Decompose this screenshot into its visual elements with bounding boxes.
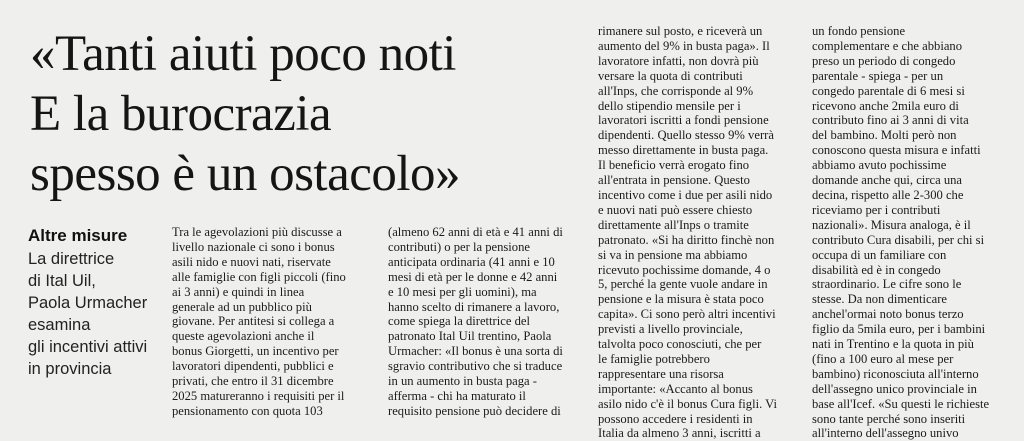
body-text-line: queste agevolazioni anche il <box>172 329 315 344</box>
body-text-line: lavoratori dipendenti, pubblici e <box>172 359 334 374</box>
body-text-line: contributo Cura disabili, per chi si <box>812 232 985 247</box>
article-column-1 <box>172 225 372 419</box>
body-text-line: come spiega la direttrice del <box>388 314 530 329</box>
body-text-line: (almeno 62 anni di età e 41 anni di <box>388 225 563 239</box>
body-text-line: domande anche qui, circa una <box>812 173 963 188</box>
body-text-line: all'Inps, che corrisponde al 9% <box>598 83 754 98</box>
body-text-line: contributi) o per la pensione <box>388 239 530 254</box>
body-text-line: patronato Ital Uil trentino, Paola <box>388 329 552 344</box>
sidebar-summary-line: La direttrice <box>28 250 115 268</box>
headline <box>30 24 590 204</box>
body-text-line: 2025 matureranno i requisiti per il <box>172 388 345 403</box>
body-text-line: bambino) riconosciuta all'interno <box>812 366 979 381</box>
body-text-line: previsti a livello provinciale, <box>598 322 743 337</box>
body-text-line: livello nazionale ci sono i bonus <box>172 239 335 254</box>
body-text-line: (fino a 100 euro al mese per <box>812 351 954 366</box>
body-text-line: all'entrata in pensione. Questo <box>598 173 750 188</box>
sidebar-summary-line: in provincia <box>28 360 112 378</box>
body-text-line: versare la quota di contributi <box>598 68 743 83</box>
body-text-line: importante: «Accanto al bonus <box>598 381 753 396</box>
body-text-line: parentale - spiega - per un <box>812 68 944 83</box>
body-text-line: riceviamo per i contributi <box>812 202 941 217</box>
sidebar-summary-line: di Ital Uil, <box>28 272 96 290</box>
body-text-line: nazionali». Misura analoga, è il <box>812 217 971 232</box>
headline-line: spesso è un ostacolo» <box>30 146 461 202</box>
sidebar-summary-line: Paola Urmacher <box>28 294 148 312</box>
article-sidebar <box>28 226 168 380</box>
body-text-line: ricevono anche 2mila euro di <box>812 98 959 113</box>
body-text-line: giovane. Per antitesi si collega a <box>172 314 335 329</box>
body-text-line: capita». Ci sono però altri incentivi <box>598 307 776 322</box>
body-text-line: asilo nido c'è il bonus Cura figli. Vi <box>598 396 777 411</box>
body-text-line: messo direttamente in busta paga. <box>598 143 769 158</box>
body-text-line: patronato. «Si ha diritto finchè non <box>598 232 775 247</box>
body-text-line: lavoratori iscritti a fondi pensione <box>598 113 769 128</box>
body-text-line: abbiamo avuto pochissime <box>812 158 947 173</box>
body-text-line: possono accedere i residenti in <box>598 411 753 426</box>
body-text-line: anticipata ordinaria (41 anni e 10 <box>388 254 555 269</box>
body-text-line: occupa di un familiare con <box>812 247 947 262</box>
body-text-line: figlio da 5mila euro, per i bambini <box>812 322 986 337</box>
body-text-line: aumento del 9% in busta paga». Il <box>598 38 770 53</box>
body-text-line: afferma - chi ha maturato il <box>388 388 526 403</box>
body-text-line: ai 3 anni) e quindi in linea <box>172 284 305 299</box>
body-text-line: preso un periodo di congedo <box>812 53 956 68</box>
body-text-line: contributo fino ai 3 anni di vita <box>812 113 969 128</box>
body-text-line: direttamente all'Inps o tramite <box>598 217 749 232</box>
body-text-line: straordinario. Le cifre sono le <box>812 277 962 292</box>
body-text-line: mesi di età per le donne e 42 anni <box>388 269 558 284</box>
body-text-line: sono tante perché sono inseriti <box>812 411 966 426</box>
body-text-line: dipendenti. Quello stesso 9% verrà <box>598 128 774 143</box>
body-text-line: si va in pensione ma abbiamo <box>598 247 748 262</box>
body-text-line: alle famiglie con figli piccoli (fino <box>172 269 346 284</box>
body-text-line: asili nido e nuovi nati, riservate <box>172 254 331 269</box>
body-text-line: rappresentare una risorsa <box>598 366 724 381</box>
body-text-line: base all'Icef. «Su questi le richieste <box>812 396 990 411</box>
body-text-line: lavoratore infatti, non dovrà più <box>598 53 759 68</box>
body-text-line: congedo parentale di 6 mesi si <box>812 83 965 98</box>
body-text-line: e nuovi nati può essere chiesto <box>598 202 753 217</box>
body-text-line: 5, perché la gente vuole andare in <box>598 277 768 292</box>
body-text-line: generale ad un pubblico più <box>172 299 312 314</box>
body-text-line: nati in Trentino e la quota in più <box>812 337 974 352</box>
article-column-2 <box>388 225 593 419</box>
sidebar-summary-line: gli incentivi attivi <box>28 338 148 356</box>
body-text-line: conoscono questa misura e infatti <box>812 143 981 158</box>
body-text-line: pensione e la misura è stata poco <box>598 292 764 307</box>
body-text-line: bonus Giorgetti, un incentivo per <box>172 344 339 359</box>
body-text-line: anchel'ormai noto bonus terzo <box>812 307 964 322</box>
body-text-line: stesse. Da non dimenticare <box>812 292 947 307</box>
body-text-line: talvolta poco conosciuti, che per <box>598 337 762 352</box>
body-text-line: pensionamento con quota 103 <box>172 403 323 418</box>
body-text-line: Il beneficio verrà erogato fino <box>598 158 750 173</box>
body-text-line: disabilità ed è in congedo <box>812 262 941 277</box>
article-column-4 <box>812 24 1017 441</box>
body-text-line: incentivo come i due per asili nido <box>598 187 773 202</box>
headline-line: E la burocrazia <box>30 86 332 142</box>
body-text-line: dello stipendio mensile per i <box>598 98 741 113</box>
body-text-line: Urmacher: «Il bonus è una sorta di <box>388 344 563 359</box>
body-text-line: sgravio contributivo che si traduce <box>388 359 563 374</box>
body-text-line: Italia da almeno 3 anni, iscritti a <box>598 426 761 441</box>
body-text-line: ricevuto pochissime domande, 4 o <box>598 262 771 277</box>
body-text-line: e 10 mesi per gli uomini), ma <box>388 284 537 299</box>
body-text-line: rimanere sul posto, e riceverà un <box>598 24 763 38</box>
body-text-line: complementare e che abbiano <box>812 38 962 53</box>
body-text-line: Tra le agevolazioni più discusse a <box>172 225 342 239</box>
headline-line: «Tanti aiuti poco noti <box>30 26 456 82</box>
body-text-line: hanno scelto di rimanere a lavoro, <box>388 299 560 314</box>
sidebar-summary-line: esamina <box>28 316 91 334</box>
body-text-line: privati, che entro il 31 dicembre <box>172 374 334 389</box>
article-column-3 <box>598 24 803 441</box>
body-text-line: le famiglie potrebbero <box>598 351 710 366</box>
body-text-line: all'interno dell'assegno univo <box>812 426 959 441</box>
sidebar-kicker: Altre misure <box>28 226 128 245</box>
body-text-line: decina, rispetto alle 2-300 che <box>812 187 964 202</box>
body-text-line: requisito pensione può decidere di <box>388 403 561 418</box>
body-text-line: del bambino. Molti però non <box>812 128 957 143</box>
body-text-line: dell'assegno unico provinciale in <box>812 381 977 396</box>
body-text-line: in un aumento in busta paga - <box>388 374 537 389</box>
body-text-line: un fondo pensione <box>812 24 906 38</box>
